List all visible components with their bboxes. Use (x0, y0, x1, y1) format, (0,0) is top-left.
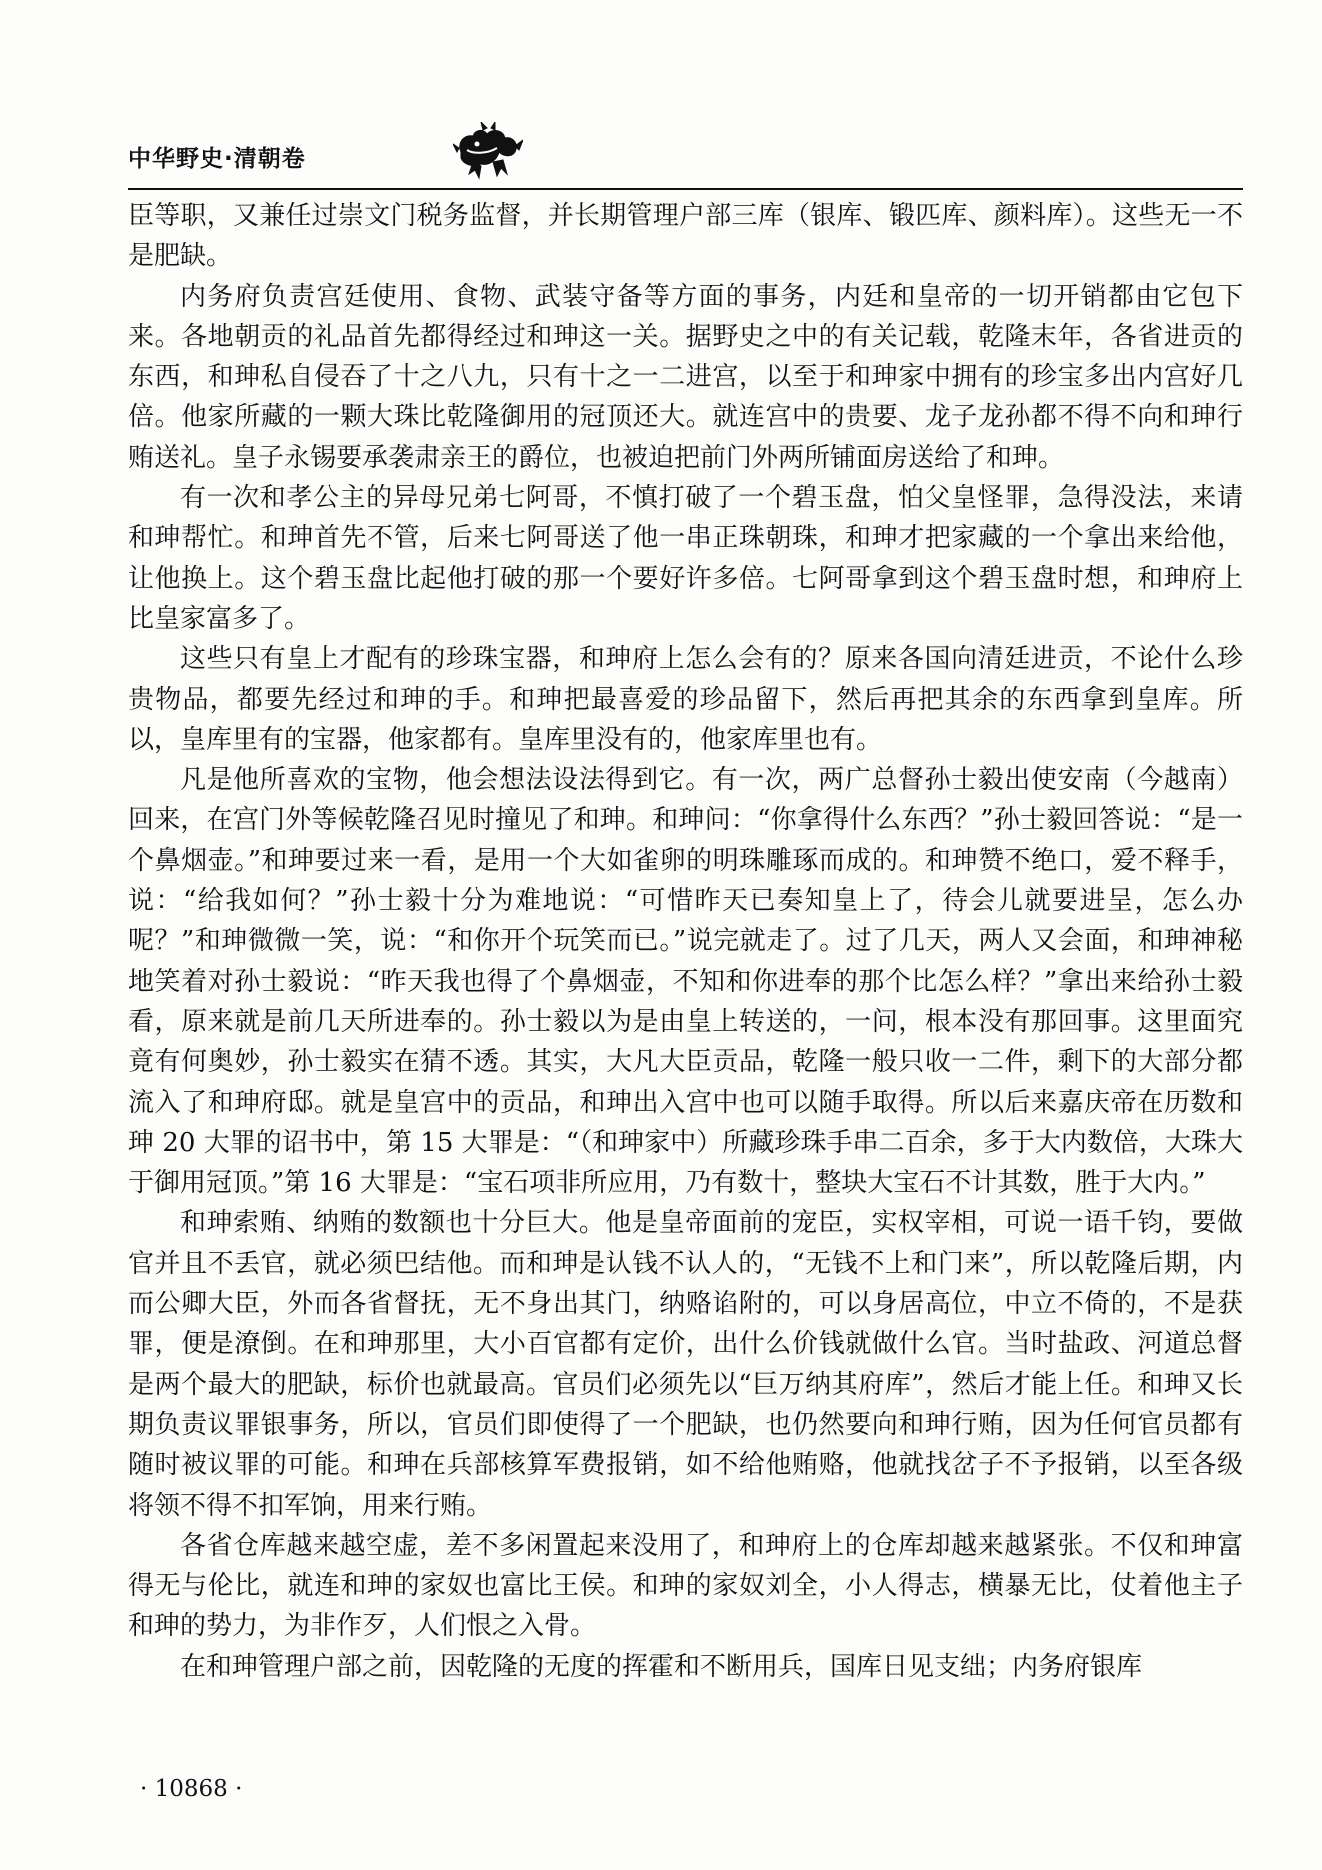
paragraph: 臣等职，又兼任过崇文门税务监督，并长期管理户部三库（银库、锻匹库、颜料库）。这些无一不是肥缺。 (128, 201, 1243, 272)
paragraph: 这些只有皇上才配有的珍珠宝器，和珅府上怎么会有的？原来各国向清廷进贡，不论什么珍贵物品，都要先经过和珅的手。和珅把最喜爱的珍品留下，然后再把其余的东西拿到皇库。所以，皇库里有的宝器，他家都有。皇库里没有的，他家库里也有。 (128, 644, 1243, 755)
body-text (128, 196, 1243, 1687)
page-number: · 10868 · (140, 1776, 243, 1802)
paragraph: 各省仓库越来越空虚，差不多闲置起来没用了，和珅府上的仓库却越来越紧张。不仅和珅富得无与伦比，就连和珅的家奴也富比王侯。和珅的家奴刘全，小人得志，横暴无比，仗着他主子和珅的势力，为非作歹，人们恨之入骨。 (128, 1530, 1243, 1642)
paragraph: 内务府负责宫廷使用、食物、武装守备等方面的事务，内廷和皇帝的一切开销都由它包下来。各地朝贡的礼品首先都得经过和珅这一关。据野史之中的有关记载，乾隆末年，各省进贡的东西，和珅私自侵吞了十之八九，只有十之一二进宫，以至于和珅家中拥有的珍宝多出内宫好几倍。他家所藏的一颗大珠比乾隆御用的冠顶还大。就连宫中的贵要、龙子龙孙都不得不向和珅行贿送礼。皇子永锡要承袭肃亲王的爵位，也被迫把前门外两所铺面房送给了和珅。 (128, 281, 1243, 473)
dragon-icon (453, 122, 523, 184)
running-header (128, 128, 1243, 198)
paragraph: 有一次和孝公主的异母兄弟七阿哥，不慎打破了一个碧玉盘，怕父皇怪罪，急得没法，来请和珅帮忙。和珅首先不管，后来七阿哥送了他一串正珠朝珠，和珅才把家藏的一个拿出来给他，让他换上。这个碧玉盘比起他打破的那一个要好许多倍。七阿哥拿到这个碧玉盘时想，和珅府上比皇家富多了。 (128, 483, 1243, 634)
paragraph: 在和珅管理户部之前，因乾隆的无度的挥霍和不断用兵，国库日见支绌；内务府银库 (180, 1651, 1143, 1682)
header-rule (128, 188, 1243, 190)
book-title: 中华野史·清朝卷 (128, 146, 306, 172)
paragraph: 凡是他所喜欢的宝物，他会想法设法得到它。有一次，两广总督孙士毅出使安南（今越南）回来，在宫门外等候乾隆召见时撞见了和珅。和珅问：“你拿得什么东西？”孙士毅回答说：“是一个鼻烟壶。”和珅要过来一看，是用一个大如雀卵的明珠雕琢而成的。和珅赞不绝口，爱不释手，说：“给我如何？”孙士毅十分为难地说：“可惜昨天已奏知皇上了，待会儿就要进呈，怎么办呢？”和珅微微一笑，说：“和你开个玩笑而已。”说完就走了。过了几天，两人又会面，和珅神秘地笑着对孙士毅说：“昨天我也得了个鼻烟壶，不知和你进奉的那个比怎么样？”拿出来给孙士毅看，原来就是前几天所进奉的。孙士毅以为是由皇上转送的，一问，根本没有那回事。这里面究竟有何奥妙，孙士毅实在猜不透。其实，大凡大臣贡品，乾隆一般只收一二件，剩下的大部分都流入了和珅府邸。就是皇宫中的贡品，和珅出入宫中也可以随手取得。所以后来嘉庆帝在历数和珅 20 大罪的诏书中，第 15 大罪是：“（和珅家中）所藏珍珠手串二百余，多于大内数倍，大珠大于御用冠顶。”第 16 大罪是：“宝石项非所应用，乃有数十，整块大宝石不计其数，胜于大内。” (128, 765, 1243, 1199)
paragraph: 和珅索贿、纳贿的数额也十分巨大。他是皇帝面前的宠臣，实权宰相，可说一语千钧，要做官并且不丢官，就必须巴结他。而和珅是认钱不认人的，“无钱不上和门来”，所以乾隆后期，内而公卿大臣，外而各省督抚，无不身出其门，纳赂谄附的，可以身居高位，中立不倚的，不是获罪，便是潦倒。在和珅那里，大小百官都有定价，出什么价钱就做什么官。当时盐政、河道总督是两个最大的肥缺，标价也就最高。官员们必须先以“巨万纳其府库”，然后才能上任。和珅又长期负责议罪银事务，所以，官员们即使得了一个肥缺，也仍然要向和珅行贿，因为任何官员都有随时被议罪的可能。和珅在兵部核算军费报销，如不给他贿赂，他就找岔子不予报销，以至各级将领不得不扣军饷，用来行贿。 (128, 1208, 1243, 1521)
